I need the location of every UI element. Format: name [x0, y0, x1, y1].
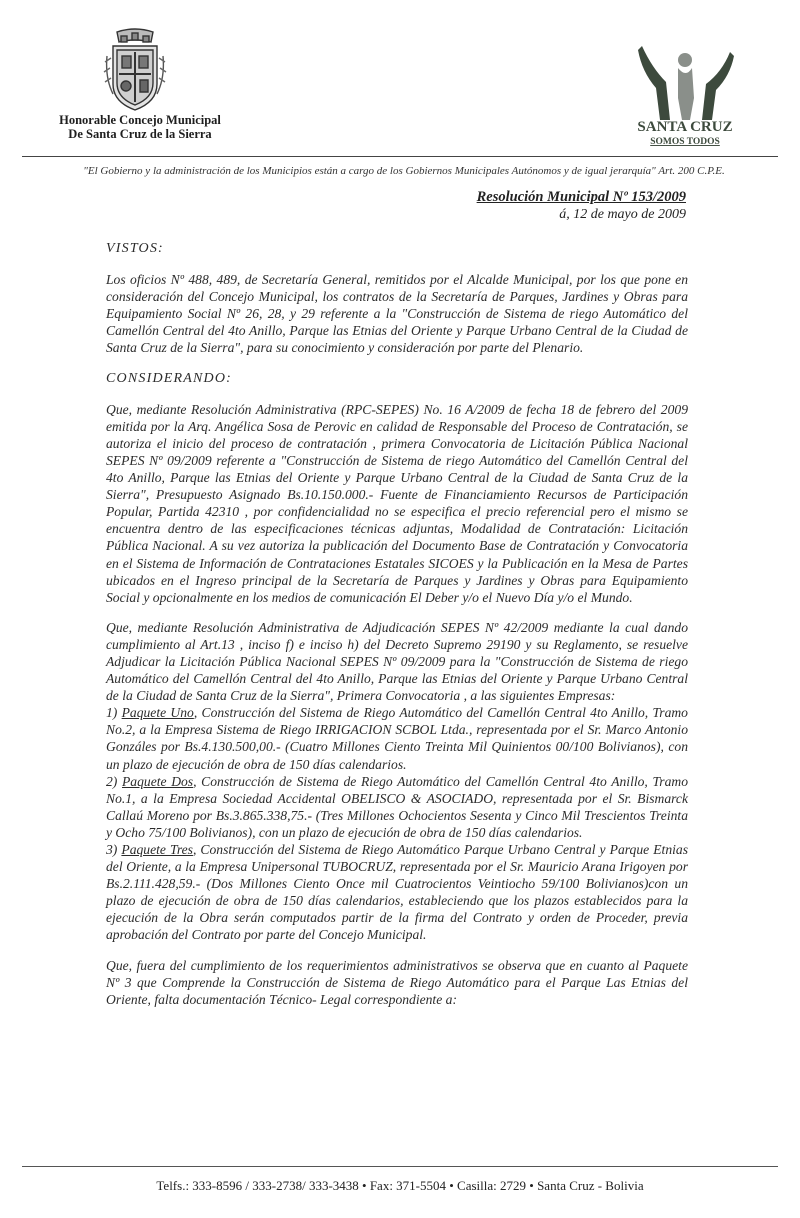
coat-of-arms-icon — [103, 28, 167, 114]
footer-divider — [22, 1166, 778, 1167]
package-number: 2) — [106, 773, 118, 789]
vistos-heading: VISTOS: — [106, 241, 164, 256]
resolution-body — [106, 240, 688, 1021]
resolution-block — [477, 188, 686, 224]
considerando-paragraph-2: Que, mediante Resolución Administrativa de Adjudicación SEPES Nº 42/2009 mediante la cual dando cumplimiento al Art.13 , inciso f) e inciso h) del Decreto Supremo 29190 y su Reglamento, se resuelve Adjudicar la Licitación Pública Nacional SEPES Nº 09/2009 para la "Construcción de Sistema de riego Automático del Camellón Central del 4to Anillo, Parque las Etnias del Oriente y Parque Urbano Central de la Ciudad de Santa Cruz de la Sierra", Primera Convocatoria , a las siguientes Empresas: — [106, 619, 688, 704]
council-line-2: De Santa Cruz de la Sierra — [68, 127, 212, 141]
package-number: 3) — [106, 842, 118, 857]
package-number: 1) — [106, 705, 118, 721]
footer-contact: Telfs.: 333-8596 / 333-2738/ 333-3438 • Fax: 371-5504 • Casilla: 2729 • Santa Cruz - Bolivia — [156, 1178, 644, 1193]
package-item — [106, 773, 688, 841]
vistos-paragraph: Los oficios Nº 488, 489, de Secretaría General, remitidos por el Alcalde Municipal, por los que pone en consideración del Concejo Municipal, los contratos de la Secretaría de Parques, Jardines y Obras para Equipamiento Social Nº 26, 28, y 29 referente a la "Construcción de Sistema de riego Automático del Camellón Central del 4to Anillo, Parque las Etnias del Oriente y Parque Urbano Central de la Ciudad de Santa Cruz de la Sierra", para su conocimiento y consideración por parte del Plenario. — [106, 272, 688, 356]
brand-name: SANTA CRUZ — [637, 119, 733, 135]
considerando-paragraph-1: Que, mediante Resolución Administrativa (RPC-SEPES) No. 16 A/2009 de fecha 18 de febrero del 2009 emitida por la Arq. Angélica Sosa de Perovic en calidad de Responsable del Proceso de Contratación, se autoriza el inicio del proceso de contratación , primera Convocatoria de Licitación Pública Nacional SEPES Nº 09/2009 referente a "Construcción de Sistema de riego Automático del Camellón Central del 4to Anillo, Parque las Etnias del Oriente y Parque Urbano Central de la Ciudad de Santa Cruz de la Sierra", Presupuesto Asignado Bs.10.150.000.- Fuente de Financiamiento Recursos de Participación Popular, Partida 42310 , por confidencialidad no se especifica el precio referencial pero el mismo se encuentra dentro de las especificaciones técnicas adjuntas, Modalidad de Contratación: Licitación Pública Nacional. A su vez autoriza la publicación del Documento Base de Contratación y Convocatoria en el Sistema de Información de Contrataciones Estatales SICOES y la Publicación en la Mesa de Partes ubicados en el Ingreso principal de la Secretaría de Parques y Jardines y Obras para Equipamiento Social y opcionalmente en los medios de comunicación El Deber y/o el Nuevo Día y/o el Mundo. — [106, 401, 688, 605]
council-name — [40, 113, 240, 141]
brand-tagline: SOMOS TODOS — [650, 137, 720, 147]
considerando-heading: CONSIDERANDO: — [106, 370, 233, 386]
header-divider — [22, 156, 778, 157]
package-label: Paquete Tres — [121, 842, 193, 857]
santa-cruz-logo-icon — [630, 38, 740, 148]
resolution-date: á, 12 de mayo de 2009 — [559, 207, 686, 222]
package-label: Paquete Dos — [122, 773, 194, 789]
resolution-number: Resolución Municipal Nº 153/2009 — [476, 189, 686, 205]
package-label: Paquete Uno — [121, 705, 194, 721]
package-text: , Construcción del Sistema de Riego Automático del Camellón Central 4to Anillo, Tramo No.2, a la Empresa Sistema de Riego IRRIGACION SCBOL Ltda., representada por el Sr. Marco Antonio Gonzáles por Bs.4.130.500,00.- (Cuatro Millones Ciento Treinta Mil Quinientos 00/100 Bolivianos), con un plazo de ejecución de obra de 150 días calendarios. — [106, 705, 688, 772]
council-line-1: Honorable Concejo Municipal — [59, 113, 221, 127]
package-text: , Construcción de Sistema de Riego Automático del Camellón Central 4to Anillo, Tramo No.1, a la Empresa Sociedad Accidental OBELISCO & ASOCIADO, representada por el Sr. Bismarck Callaú Moreno por Bs.3.865.338,75.- (Tres Millones Ochocientos Sesenta y Cinco Mil Trescientos Treinta y Ocho 75/100 Bolivianos), con un plazo de ejecución de obra de 150 días calendarios. — [106, 773, 688, 840]
constitution-quote: "El Gobierno y la administración de los Municipios están a cargo de los Gobiernos Municipales Autónomos y de igual jerarquía" Art. 200 C.P.E. — [83, 165, 725, 177]
package-item — [106, 704, 688, 772]
considerando-paragraph-3: Que, fuera del cumplimiento de los requerimientos administrativos se observa que en cuanto al Paquete Nº 3 que Comprende la Construcción de Sistema de Riego Automático para el Parque Las Etnias del Oriente, falta documentación Técnico- Legal correspondiente a: — [106, 957, 688, 1007]
package-text: , Construcción del Sistema de Riego Automático Parque Urbano Central y Parque Etnias del Oriente, a la Empresa Unipersonal TUBOCRUZ, representada por el Sr. Mauricio Arana Irigoyen por Bs.2.111.428,59.- (Dos Millones Ciento Once mil Cuatrocientos Veintiocho 59/100 Bolivianos)con un plazo de ejecución de obra de 150 días calendarios, estableciendo que los plazos establecidos para la ejecución de la Obra serán computados partir de la firma del Contrato y orden de Proceder, previa aprobación del Contrato por parte del Concejo Municipal. — [106, 842, 688, 943]
package-item — [106, 841, 688, 944]
